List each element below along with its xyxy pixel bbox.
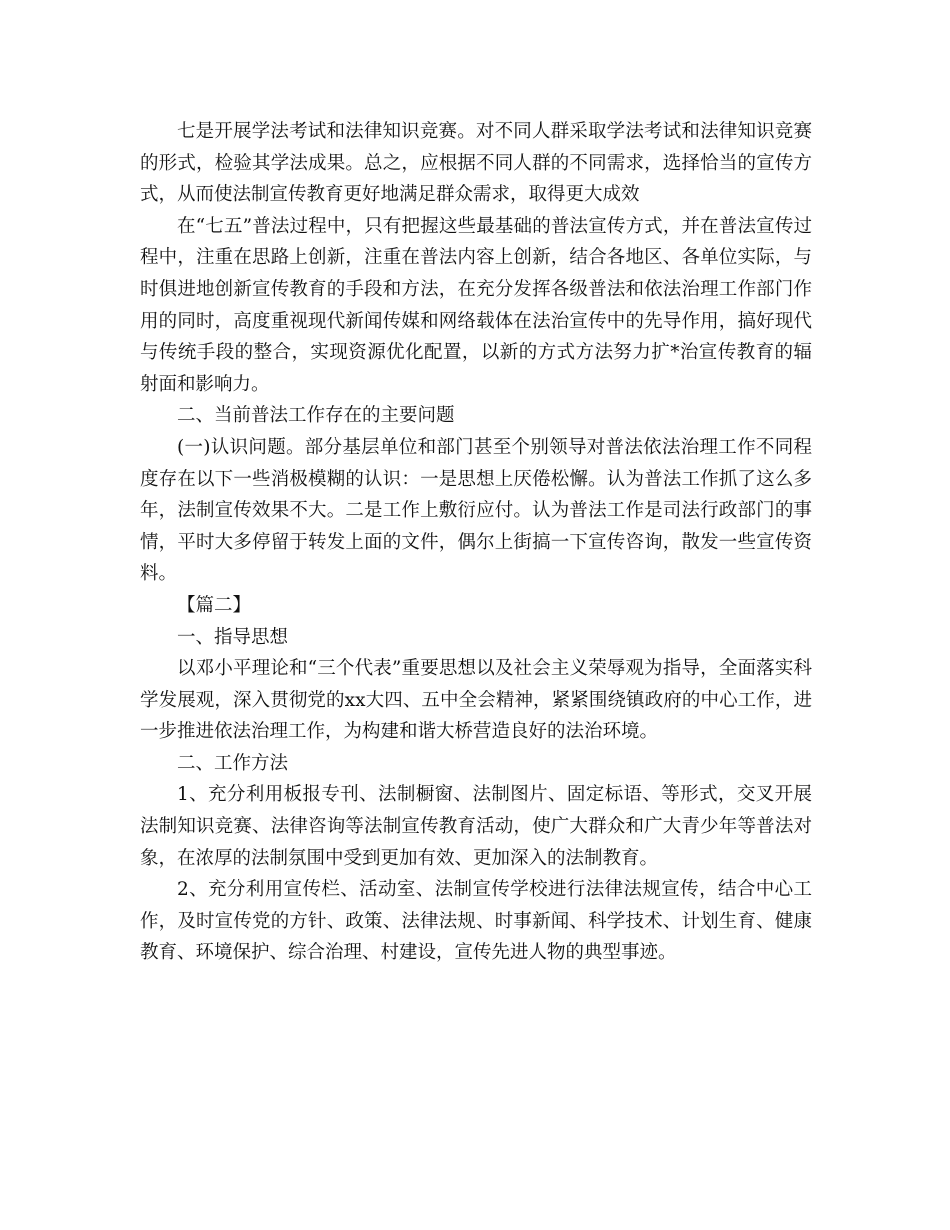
document-body	[140, 116, 812, 969]
paragraph-guiding-ideology: 以邓小平理论和“三个代表”重要思想以及社会主义荣辱观为指导，全面落实科学发展观，深入贯彻党的xx大四、五中全会精神，紧紧围绕镇政府的中心工作，进一步推进依法治理工作，为构建和谐大桥营造良好的法治环境。	[140, 658, 812, 743]
paragraph-recognition-problem: (一)认识问题。部分基层单位和部门甚至个别领导对普法依法治理工作不同程度存在以下一些消极模糊的认识：一是思想上厌倦松懈。认为普法工作抓了这么多年，法制宣传效果不大。二是工作上敷衍应付。认为普法工作是司法行政部门的事情，平时大多停留于转发上面的文件，偶尔上街搞一下宣传咨询，散发一些宣传资料。	[140, 436, 812, 585]
heading-main-problems: 二、当前普法工作存在的主要问题	[177, 405, 455, 427]
paragraph-qiwu-summary: 在“七五”普法过程中，只有把握这些最基础的普法宣传方式，并在普法宣传过程中，注重在思路上创新，注重在普法内容上创新，结合各地区、各单位实际，与时俱进地创新宣传教育的手段和方法，在充分发挥各级普法和依法治理工作部门作用的同时，高度重视现代新闻传媒和网络载体在法治宣传中的先导作用，搞好现代与传统手段的整合，实现资源优化配置，以新的方式方法努力扩*治宣传教育的辐射面和影响力。	[140, 215, 812, 395]
heading-guiding-ideology: 一、指导思想	[177, 626, 289, 648]
heading-part-two: 【篇二】	[177, 594, 252, 616]
paragraph-seventh-method: 七是开展学法考试和法律知识竞赛。对不同人群采取学法考试和法律知识竞赛的形式，检验其学法成果。总之，应根据不同人群的不同需求，选择恰当的宣传方式，从而使法制宣传教育更好地满足群众需求，取得更大成效	[140, 121, 812, 206]
heading-work-methods: 二、工作方法	[177, 752, 289, 774]
paragraph-method-one: 1、充分利用板报专刊、法制橱窗、法制图片、固定标语、等形式，交叉开展法制知识竞赛、法律咨询等法制宣传教育活动，使广大群众和广大青少年等普法对象，在浓厚的法制氛围中受到更加有效、更加深入的法制教育。	[140, 784, 812, 869]
paragraph-method-two: 2、充分利用宣传栏、活动室、法制宣传学校进行法律法规宣传，结合中心工作，及时宣传党的方针、政策、法律法规、时事新闻、科学技术、计划生育、健康教育、环境保护、综合治理、村建设，宣传先进人物的典型事迹。	[140, 879, 812, 964]
